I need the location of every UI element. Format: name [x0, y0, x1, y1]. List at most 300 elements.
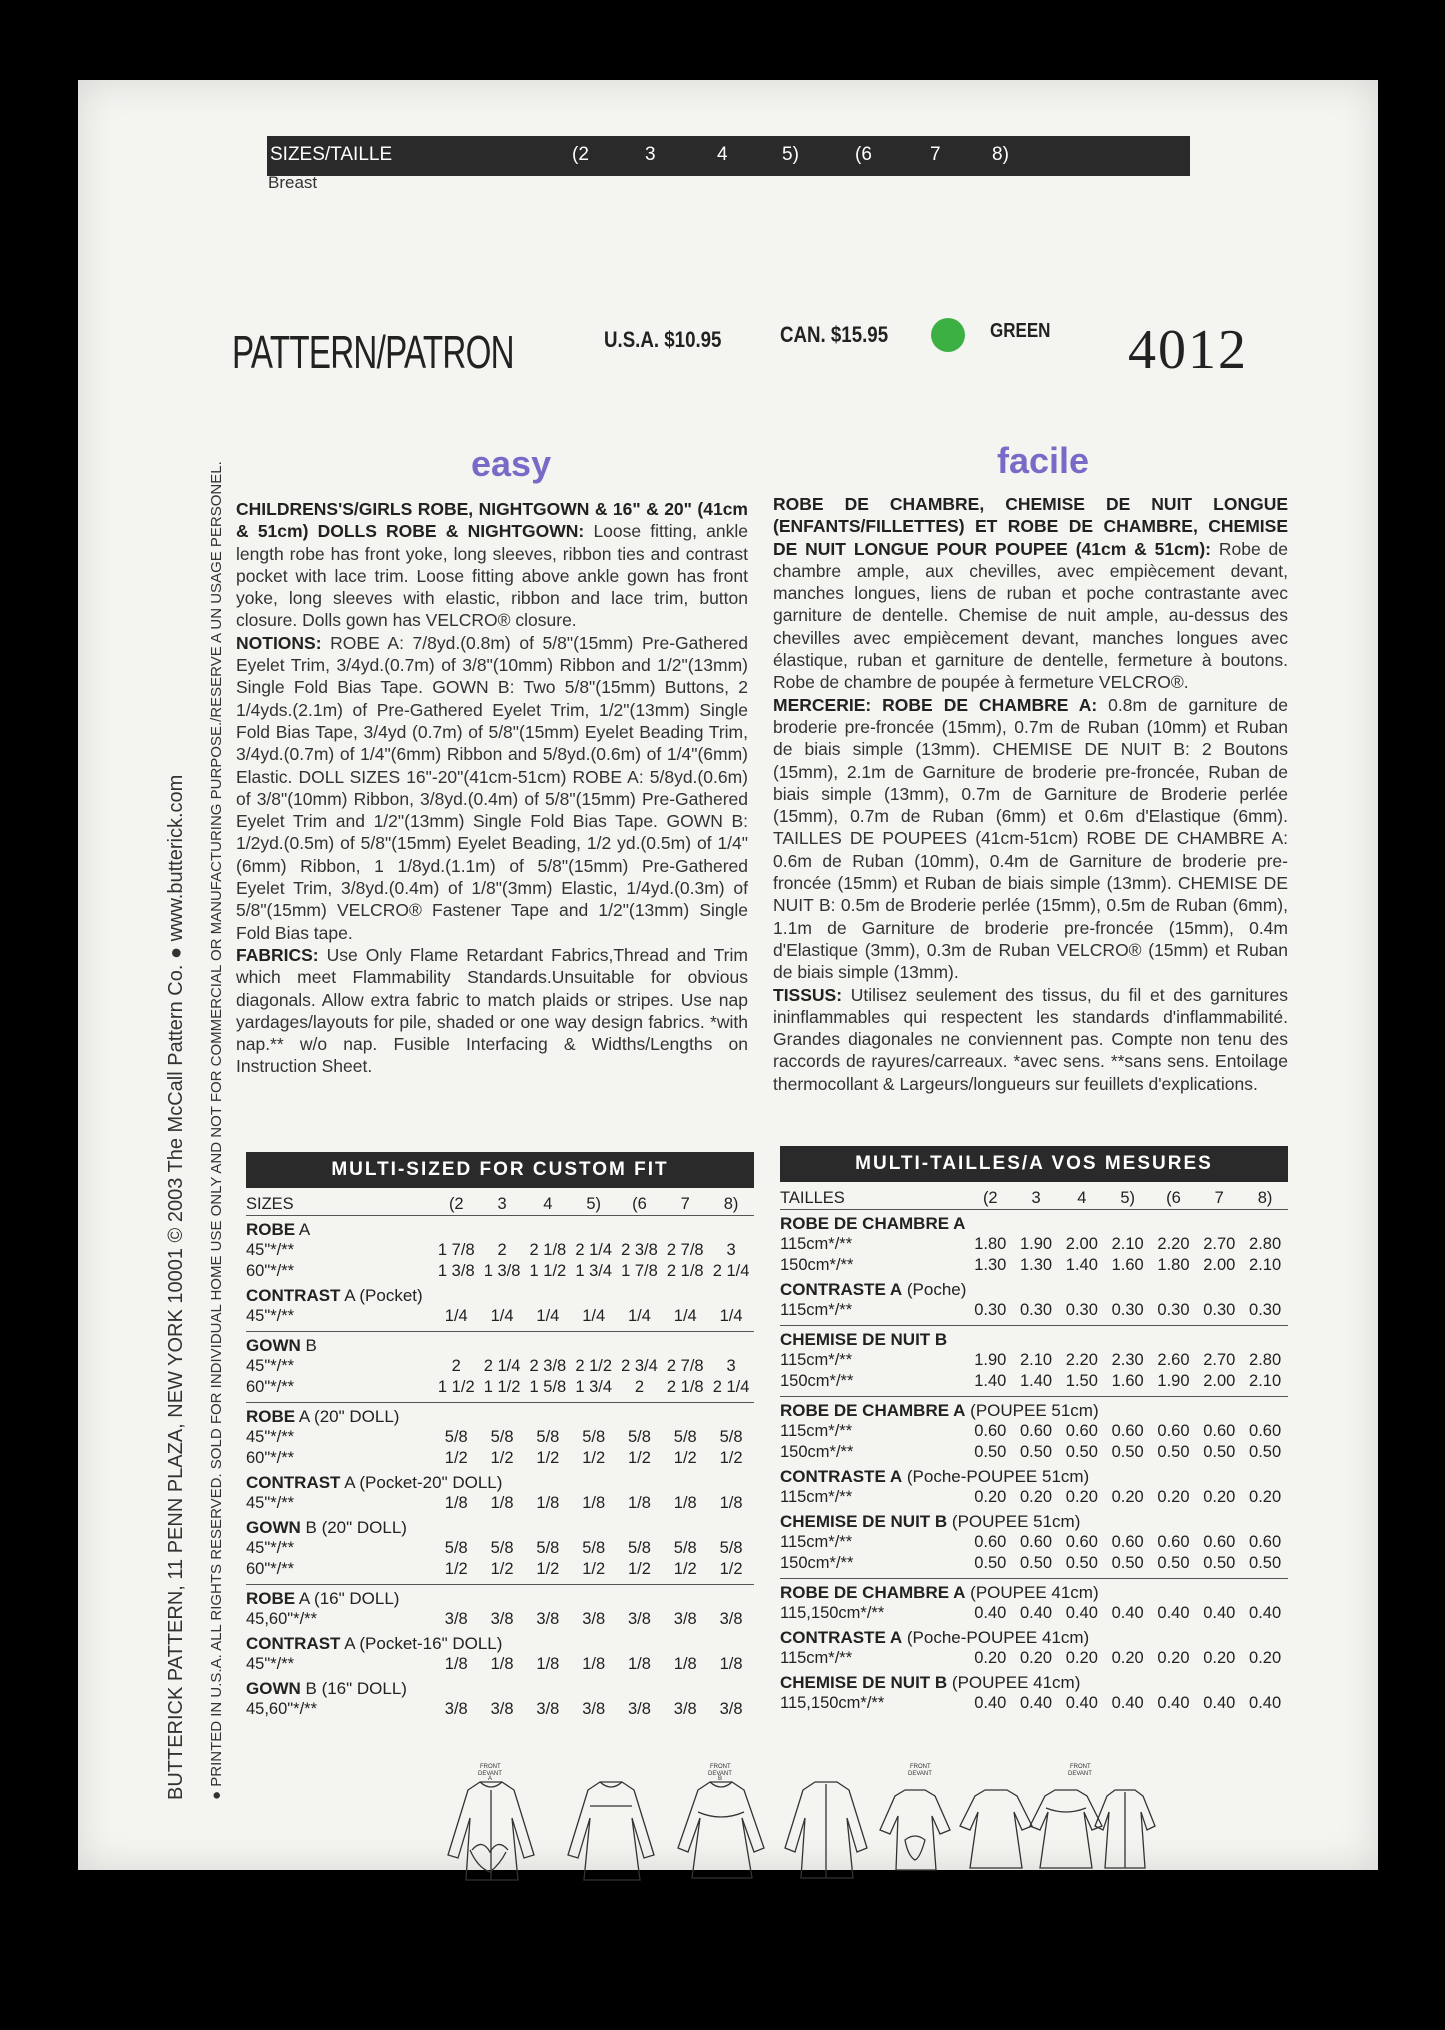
size-column-header: 3	[1013, 1188, 1059, 1210]
garment-group-row	[780, 1276, 1288, 1300]
yardage-cell: 1.90	[1020, 1235, 1053, 1253]
garment-name-detail: A	[295, 1219, 311, 1239]
color-dot	[931, 318, 965, 352]
yardage-cell: 3/8	[444, 1610, 468, 1628]
size-column-header: 4	[525, 1194, 571, 1216]
fabric-width-label: 45"*/**	[246, 1428, 295, 1446]
yardage-cell: 0.50	[1065, 1443, 1098, 1461]
garment-name-detail: A (Pocket)	[340, 1285, 423, 1305]
table-row	[780, 1603, 1288, 1624]
tissus-label: TISSUS:	[773, 984, 843, 1005]
yardage-cell: 0.50	[1111, 1443, 1144, 1461]
size-column-header: (2	[967, 1188, 1013, 1210]
yardage-cell: 0.50	[1157, 1554, 1190, 1572]
fabric-width-label: 45,60"*/**	[246, 1610, 317, 1628]
yardage-cell: 2 1/4	[575, 1241, 613, 1259]
yardage-cell: 1/2	[444, 1449, 468, 1467]
devant-label: DEVANT	[478, 1771, 502, 1777]
garment-group-row	[780, 1508, 1288, 1532]
yardage-cell: 2 1/2	[575, 1357, 613, 1375]
view-b-label: B	[718, 1776, 723, 1782]
yardage-table-fr	[780, 1146, 1288, 1714]
yardage-cell: 1/4	[673, 1307, 697, 1325]
table-row	[246, 1699, 754, 1720]
yardage-cell: 1/2	[719, 1449, 743, 1467]
fabric-width-label: 60"*/**	[246, 1449, 295, 1467]
table-row	[246, 1427, 754, 1448]
garment-name-bold: ROBE	[246, 1588, 296, 1608]
yardage-cell: 5/8	[719, 1539, 743, 1557]
pattern-number: 4012	[1128, 319, 1248, 381]
fabric-width-label: 115,150cm*/**	[780, 1694, 885, 1712]
yardage-cell: 1 5/8	[529, 1378, 567, 1396]
yardage-cell: 0.60	[1111, 1422, 1144, 1440]
size-header-row	[246, 1194, 754, 1216]
fabric-width-label: 45,60"*/**	[246, 1700, 317, 1718]
garment-name	[246, 1675, 754, 1699]
table-header-en: MULTI-SIZED FOR CUSTOM FIT	[246, 1152, 754, 1188]
fabric-width-label: 45"*/**	[246, 1241, 295, 1259]
table-row	[246, 1609, 754, 1630]
color-name: GREEN	[990, 320, 1051, 342]
garment-name-detail: (Poche-POUPEE 51cm)	[902, 1466, 1090, 1486]
yardage-cell: 1/4	[719, 1307, 743, 1325]
yardage-cell: 2.30	[1111, 1351, 1144, 1369]
english-title: CHILDRENS'S/GIRLS ROBE, NIGHTGOWN & 16" & 20" (41cm & 51cm) DOLLS ROBE & NIGHTGOWN:	[236, 499, 748, 542]
yardage-cell: 5/8	[627, 1428, 651, 1446]
yardage-cell: 1/8	[582, 1655, 606, 1673]
size-col: 8)	[992, 144, 1009, 165]
garment-name-detail: A (Pocket-20" DOLL)	[340, 1472, 503, 1492]
yardage-cell: 1 3/4	[575, 1378, 613, 1396]
gown-b-drawing	[568, 1782, 654, 1880]
yardage-cell: 0.60	[1111, 1533, 1144, 1551]
garment-name-detail: (POUPEE 51cm)	[965, 1400, 1099, 1420]
yardage-cell: 1 3/8	[483, 1262, 521, 1280]
garment-name-bold: ROBE	[246, 1219, 296, 1239]
size-header-row	[780, 1188, 1288, 1210]
fabric-width-label: 115,150cm*/**	[780, 1604, 885, 1622]
yardage-cell: 0.40	[1020, 1604, 1053, 1622]
garment-name-detail: B (20" DOLL)	[300, 1517, 407, 1537]
garment-group-row	[246, 1216, 754, 1241]
devant-label: DEVANT	[1068, 1771, 1092, 1777]
yardage-cell: 1/4	[582, 1307, 606, 1325]
size-col: 4	[717, 144, 728, 165]
size-column-header: 3	[479, 1194, 525, 1216]
garment-group-row	[246, 1332, 754, 1357]
yardage-cell: 5/8	[536, 1428, 560, 1446]
yardage-cell: 0.40	[1203, 1604, 1236, 1622]
yardage-cell: 1/2	[719, 1560, 743, 1578]
yardage-cell: 1/2	[582, 1449, 606, 1467]
yardage-cell: 0.60	[1203, 1533, 1236, 1551]
table-row	[246, 1559, 754, 1580]
fabric-width-label: 150cm*/**	[780, 1256, 854, 1274]
garment-name-bold: ROBE DE CHAMBRE A	[780, 1400, 966, 1420]
yardage-cell: 0.50	[1249, 1554, 1282, 1572]
yardage-cell: 0.60	[1020, 1422, 1053, 1440]
yardage-cell: 2.10	[1111, 1235, 1144, 1253]
yardage-cell: 1 1/2	[483, 1378, 521, 1396]
table-row	[780, 1532, 1288, 1553]
garment-name	[780, 1210, 1288, 1235]
size-column-header: 5)	[1105, 1188, 1151, 1210]
fabric-width-label: 45"*/**	[246, 1655, 295, 1673]
table-row	[246, 1448, 754, 1469]
garment-name-detail: (POUPEE 41cm)	[947, 1672, 1081, 1692]
yardage-cell: 1.60	[1111, 1256, 1144, 1274]
table-row	[780, 1442, 1288, 1463]
garment-name-bold: GOWN	[246, 1517, 301, 1537]
garment-name	[246, 1469, 754, 1493]
garment-name-bold: CONTRASTE A	[780, 1627, 903, 1647]
fabric-width-label: 115cm*/**	[780, 1422, 853, 1440]
garment-name-detail: (Poche)	[902, 1279, 967, 1299]
fabric-width-label: 45"*/**	[246, 1307, 295, 1325]
sizes-bar-title: SIZES/TAILLE	[270, 144, 393, 165]
table-row	[246, 1538, 754, 1559]
yardage-cell: 1.40	[1020, 1372, 1053, 1390]
garment-name	[246, 1282, 754, 1306]
french-title: ROBE DE CHAMBRE, CHEMISE DE NUIT LONGUE (ENFANTS/FILLETTES) ET ROBE DE CHAMBRE, CHEMISE DE NUIT LONGUE POUR POUPEE (41cm & 51cm):	[773, 494, 1288, 559]
garment-name	[246, 1514, 754, 1538]
garment-name	[780, 1624, 1288, 1648]
garment-name	[780, 1579, 1288, 1604]
yardage-cell: 2.10	[1249, 1256, 1282, 1274]
yardage-cell: 1.40	[974, 1372, 1007, 1390]
yardage-cell: 1/8	[444, 1655, 468, 1673]
garment-group-row	[780, 1397, 1288, 1422]
garment-group-row	[246, 1585, 754, 1610]
yardage-cell: 0.40	[1249, 1604, 1282, 1622]
doll-gown-drawing	[1030, 1790, 1102, 1868]
garment-name	[246, 1403, 754, 1428]
size-column-header: 8)	[1242, 1188, 1288, 1210]
english-description	[236, 498, 748, 1078]
yardage-cell: 0.50	[974, 1554, 1007, 1572]
yardage-cell: 1/8	[536, 1494, 560, 1512]
front-label: FRONT	[710, 1764, 731, 1770]
garment-name-bold: CONTRASTE A	[780, 1466, 903, 1486]
yardage-cell: 0.30	[1249, 1301, 1282, 1319]
size-label: TAILLES	[780, 1188, 967, 1210]
garment-name-bold: GOWN	[246, 1678, 301, 1698]
yardage-cell: 1/4	[444, 1307, 468, 1325]
breast-label: Breast	[268, 173, 318, 192]
mercerie-text: 0.8m de garniture de broderie pre-froncée (15mm), 0.7m de Ruban (10mm) et Ruban de biais simple (13mm). CHEMISE DE NUIT B: 2 Boutons (15mm), 2.1m de Garniture de broderie pre-froncée, Ruban de biais simple (13mm), 0.7m de Garniture de Broderie perlée (15mm), 0.7m de Ruban (6mm) et 0.6m d'Elastique (6mm). TAILLES DE POUPEES (41cm-51cm) ROBE DE CHAMBRE A: 0.6m de Ruban (10mm), 0.4m de Garniture de broderie pre-froncée (15mm) et Ruban de biais simple (13mm). CHEMISE DE NUIT B: 0.5m de Broderie perlée (15mm), 0.5m de Ruban (6mm), 1.1m de Garniture de broderie pre-froncée (15mm), 0.4m d'Elastique (3mm), 0.3m de Ruban VELCRO® (15mm) et Ruban de biais simple (13mm).	[773, 694, 1288, 983]
yardage-cell: 0.40	[1065, 1604, 1098, 1622]
garment-group-row	[246, 1403, 754, 1428]
yardage-cell: 0.60	[1065, 1422, 1098, 1440]
fabric-width-label: 115cm*/**	[780, 1301, 853, 1319]
yardage-cell: 1.30	[974, 1256, 1007, 1274]
garment-group-row	[780, 1624, 1288, 1648]
garment-name-bold: ROBE	[246, 1406, 296, 1426]
yardage-cell: 3/8	[490, 1700, 514, 1718]
garment-name-detail: (POUPEE 41cm)	[965, 1582, 1099, 1602]
tissus-text: Utilisez seulement des tissus, du fil et des garnitures ininflammables qui respectent les standards d'inflammabilité. Grandes diagonales ne conviennent pas. Compte non tenu des raccords de rayures/carreaux. *avec sens. **sans sens. Entoilage thermocollant & Largeurs/longueurs sur feuillets d'explications.	[773, 984, 1288, 1094]
yardage-cell: 2.80	[1249, 1235, 1282, 1253]
yardage-cell: 3/8	[627, 1610, 651, 1628]
garment-name-bold: GOWN	[246, 1335, 301, 1355]
yardage-cell: 0.20	[1065, 1649, 1098, 1667]
table-row	[780, 1371, 1288, 1392]
size-column-header: 4	[1059, 1188, 1105, 1210]
yardage-cell: 2 3/4	[621, 1357, 658, 1375]
yardage-cell: 1/2	[627, 1560, 651, 1578]
yardage-cell: 1/4	[536, 1307, 560, 1325]
size-col: (6	[855, 144, 872, 165]
size-column-header: 8)	[708, 1194, 754, 1216]
fabric-width-label: 115cm*/**	[780, 1488, 853, 1506]
yardage-cell: 5/8	[490, 1428, 514, 1446]
yardage-cell: 5/8	[490, 1539, 514, 1557]
yardage-cell: 3/8	[582, 1610, 606, 1628]
yardage-cell: 0.60	[1249, 1533, 1282, 1551]
yardage-cell: 1/8	[627, 1655, 651, 1673]
yardage-cell: 0.40	[1020, 1694, 1053, 1712]
yardage-cell: 5/8	[673, 1428, 697, 1446]
yardage-cell: 1/8	[627, 1494, 651, 1512]
yardage-cell: 2.00	[1203, 1372, 1236, 1390]
yardage-cell: 0.50	[1203, 1443, 1236, 1461]
devant-label: DEVANT	[708, 1771, 732, 1777]
yardage-cell: 5/8	[673, 1539, 697, 1557]
table-row	[780, 1421, 1288, 1442]
yardage-cell: 1/2	[444, 1560, 468, 1578]
yardage-cell: 3	[726, 1357, 736, 1375]
easy-badge: easy	[471, 443, 552, 484]
yardage-cell: 1 3/4	[575, 1262, 613, 1280]
garment-illustrations	[440, 1760, 1160, 1890]
size-column-header: 5)	[571, 1194, 617, 1216]
yardage-cell: 1/4	[627, 1307, 651, 1325]
size-label: SIZES	[246, 1194, 433, 1216]
fabric-width-label: 45"*/**	[246, 1357, 295, 1375]
garment-group-row	[780, 1669, 1288, 1693]
yardage-cell: 2 7/8	[666, 1357, 704, 1375]
size-column-header: 7	[1196, 1188, 1242, 1210]
yardage-cell: 2 1/4	[712, 1262, 750, 1280]
table-row	[780, 1350, 1288, 1371]
yardage-cell: 0.60	[1249, 1422, 1282, 1440]
yardage-cell: 0.30	[1065, 1301, 1098, 1319]
yardage-cell: 2.10	[1020, 1351, 1053, 1369]
yardage-cell: 1/8	[536, 1655, 560, 1673]
notions-text: ROBE A: 7/8yd.(0.8m) of 5/8"(15mm) Pre-Gathered Eyelet Trim, 3/4yd.(0.7m) of 3/8"(10mm) Ribbon and 1/2"(13mm) Single Fold Bias Tape. GOWN B: Two 5/8"(15mm) Buttons, 2 1/4yds.(2.1m) of Pre-Gathered Eyelet Trim, 1/2"(13mm) Single Fold Bias Tape, 3/4yd (0.7m) of 5/8"(15mm) Eyelet Beading Trim, 3/4yd.(0.7m) of 1/4"(6mm) Ribbon and 5/8yd.(0.6m) of 1/4"(6mm) Elastic. DOLL SIZES 16"-20"(41cm-51cm) ROBE A: 5/8yd.(0.6m) of 3/8"(10mm) Ribbon, 3/8yd.(0.4m) of 5/8"(15mm) Pre-Gathered Eyelet Trim and 1/2"(13mm) Single Fold Bias Tape. GOWN B: 1/2yd.(0.5m) of 5/8"(15mm) Eyelet Beading, 1/2 yd.(0.5m) of 1/4"(6mm) Ribbon, 1 1/8yd.(1.1m) of 5/8"(15mm) Pre-Gathered Eyelet Trim, 3/8yd.(0.4m) of 1/8"(3mm) Elastic, 1/4yd.(0.3m) of 5/8"(15mm) VELCRO® Fastener Tape and 1/2"(13mm) Single Fold Bias tape.	[236, 632, 748, 943]
yardage-cell: 0.60	[974, 1422, 1007, 1440]
fabric-width-label: 150cm*/**	[780, 1443, 854, 1461]
size-col: 7	[930, 144, 941, 165]
fabric-width-label: 45"*/**	[246, 1539, 295, 1557]
garment-name-bold: CHEMISE DE NUIT B	[780, 1511, 948, 1531]
yardage-cell: 5/8	[582, 1539, 606, 1557]
yardage-cell: 2.70	[1203, 1351, 1236, 1369]
garment-name	[246, 1332, 754, 1357]
yardage-cell: 3/8	[444, 1700, 468, 1718]
yardage-cell: 0.20	[1203, 1488, 1236, 1506]
doll-gown-back-drawing	[1095, 1790, 1155, 1868]
garment-group-row	[246, 1282, 754, 1306]
fabric-width-label: 115cm*/**	[780, 1235, 853, 1253]
yardage-cell: 0.50	[1249, 1443, 1282, 1461]
yardage-cell: 1/2	[673, 1449, 697, 1467]
yardage-cell: 0.60	[1020, 1533, 1053, 1551]
yardage-cell: 0.50	[1111, 1554, 1144, 1572]
yardage-cell: 0.50	[1020, 1443, 1053, 1461]
garment-group-row	[246, 1469, 754, 1493]
front-label: FRONT	[480, 1764, 501, 1770]
garment-group-row	[780, 1579, 1288, 1604]
garment-name-bold: CONTRAST	[246, 1472, 341, 1492]
garment-group-row	[780, 1463, 1288, 1487]
front-label: FRONT	[1070, 1764, 1091, 1770]
garment-name	[780, 1276, 1288, 1300]
yardage-cell: 5/8	[444, 1539, 468, 1557]
yardage-cell: 1/2	[536, 1560, 560, 1578]
table-row	[780, 1234, 1288, 1255]
usa-price: U.S.A. $10.95	[604, 327, 722, 352]
garment-name	[780, 1508, 1288, 1532]
yardage-table-en	[246, 1152, 754, 1720]
yardage-cell: 2 7/8	[666, 1241, 704, 1259]
yardage-cell: 0.60	[1065, 1533, 1098, 1551]
yardage-cell: 0.20	[1203, 1649, 1236, 1667]
yardage-cell: 0.40	[1111, 1694, 1144, 1712]
table-row	[780, 1487, 1288, 1508]
yardage-cell: 0.20	[1020, 1488, 1053, 1506]
yardage-cell: 1.50	[1065, 1372, 1098, 1390]
yardage-cell: 0.40	[1157, 1694, 1190, 1712]
yardage-cell: 3/8	[536, 1700, 560, 1718]
yardage-cell: 0.20	[1020, 1649, 1053, 1667]
garment-name-detail: A (20" DOLL)	[295, 1406, 400, 1426]
garment-name-detail: B	[300, 1335, 317, 1355]
yardage-cell: 1/2	[536, 1449, 560, 1467]
yardage-cell: 0.60	[1157, 1422, 1190, 1440]
table-row	[246, 1654, 754, 1675]
mercerie-label: MERCERIE:	[773, 694, 872, 715]
yardage-cell: 1/2	[490, 1560, 514, 1578]
yardage-grid-en	[246, 1194, 754, 1720]
table-row	[780, 1648, 1288, 1669]
yardage-cell: 1 3/8	[437, 1262, 475, 1280]
publisher-line: BUTTERICK PATTERN, 11 PENN PLAZA, NEW YORK 10001 © 2003 The McCall Pattern Co. ● www.butterick.com	[165, 774, 187, 1800]
yardage-cell: 0.30	[974, 1301, 1007, 1319]
yardage-cell: 0.50	[1157, 1443, 1190, 1461]
yardage-cell: 2.00	[1065, 1235, 1098, 1253]
garment-name-bold: CHEMISE DE NUIT B	[780, 1672, 948, 1692]
yardage-cell: 0.40	[1249, 1694, 1282, 1712]
garment-group-row	[246, 1630, 754, 1654]
table-row	[246, 1356, 754, 1377]
yardage-cell: 0.40	[1065, 1694, 1098, 1712]
yardage-cell: 2.60	[1157, 1351, 1190, 1369]
table-row	[780, 1300, 1288, 1321]
yardage-cell: 5/8	[582, 1428, 606, 1446]
fabric-width-label: 60"*/**	[246, 1378, 295, 1396]
yardage-cell: 0.30	[1157, 1301, 1190, 1319]
yardage-cell: 5/8	[627, 1539, 651, 1557]
fabric-width-label: 150cm*/**	[780, 1554, 854, 1572]
yardage-cell: 1/8	[582, 1494, 606, 1512]
yardage-cell: 2.70	[1203, 1235, 1236, 1253]
table-row	[780, 1693, 1288, 1714]
garment-name-bold: CONTRAST	[246, 1285, 341, 1305]
robe-a-drawing	[448, 1782, 534, 1880]
yardage-cell: 3/8	[673, 1700, 697, 1718]
yardage-cell: 2.20	[1065, 1351, 1098, 1369]
yardage-cell: 1 7/8	[437, 1241, 475, 1259]
garment-name-bold: CONTRAST	[246, 1633, 341, 1653]
yardage-cell: 3/8	[582, 1700, 606, 1718]
yardage-cell: 0.50	[1065, 1554, 1098, 1572]
table-row	[246, 1306, 754, 1327]
garment-name	[246, 1585, 754, 1610]
fabric-width-label: 115cm*/**	[780, 1649, 853, 1667]
yardage-cell: 1/2	[673, 1560, 697, 1578]
yardage-cell: 1.80	[974, 1235, 1007, 1253]
yardage-cell: 1/8	[444, 1494, 468, 1512]
yardage-cell: 0.20	[1111, 1649, 1144, 1667]
yardage-cell: 1 1/2	[437, 1378, 475, 1396]
table-row	[246, 1377, 754, 1398]
size-column-header: (6	[617, 1194, 663, 1216]
front-label: FRONT	[910, 1764, 931, 1770]
yardage-cell: 3/8	[627, 1700, 651, 1718]
garment-group-row	[246, 1675, 754, 1699]
garment-name-detail: (POUPEE 51cm)	[947, 1511, 1081, 1531]
table-header-fr: MULTI-TAILLES/A VOS MESURES	[780, 1146, 1288, 1182]
fabric-width-label: 150cm*/**	[780, 1372, 854, 1390]
yardage-cell: 0.40	[1111, 1604, 1144, 1622]
yardage-cell: 0.60	[974, 1533, 1007, 1551]
yardage-cell: 0.40	[1157, 1604, 1190, 1622]
garment-name-detail: (Poche-POUPEE 41cm)	[902, 1627, 1090, 1647]
view-a-label: A	[488, 1776, 493, 1782]
garment-name-bold: CHEMISE DE NUIT B	[780, 1329, 948, 1349]
garment-name-bold: ROBE DE CHAMBRE A	[780, 1582, 966, 1602]
mercerie-robe-label: ROBE DE CHAMBRE A:	[882, 694, 1098, 715]
yardage-cell: 5/8	[719, 1428, 743, 1446]
facile-badge: facile	[997, 440, 1090, 481]
yardage-cell: 0.20	[1157, 1649, 1190, 1667]
yardage-cell: 1.30	[1020, 1256, 1053, 1274]
table-row	[246, 1493, 754, 1514]
yardage-cell: 2 3/8	[529, 1357, 567, 1375]
yardage-cell: 1.90	[974, 1351, 1007, 1369]
yardage-cell: 0.20	[1065, 1488, 1098, 1506]
yardage-cell: 2.20	[1157, 1235, 1190, 1253]
size-col: 5)	[782, 144, 799, 165]
gown-back-drawing	[785, 1782, 867, 1878]
doll-robe-drawing	[880, 1790, 950, 1870]
table-row	[246, 1261, 754, 1282]
yardage-cell: 2 1/4	[483, 1357, 521, 1375]
yardage-cell: 0.50	[974, 1443, 1007, 1461]
pattern-patron-label: PATTERN/PATRON	[232, 326, 514, 378]
english-body: Loose fitting, ankle length robe has front yoke, long sleeves, ribbon ties and contrast pocket with lace trim. Loose fitting above ankle gown has front yoke, long sleeves with elastic, ribbon and lace trim, button closure. Dolls gown has VELCRO® closure.	[236, 521, 748, 631]
fabric-width-label: 60"*/**	[246, 1560, 295, 1578]
yardage-grid-fr	[780, 1188, 1288, 1714]
yardage-cell: 3/8	[490, 1610, 514, 1628]
yardage-cell: 3/8	[673, 1610, 697, 1628]
yardage-cell: 1/8	[490, 1494, 514, 1512]
size-column-header: (6	[1151, 1188, 1197, 1210]
garment-group-row	[780, 1210, 1288, 1235]
garment-name	[780, 1326, 1288, 1351]
